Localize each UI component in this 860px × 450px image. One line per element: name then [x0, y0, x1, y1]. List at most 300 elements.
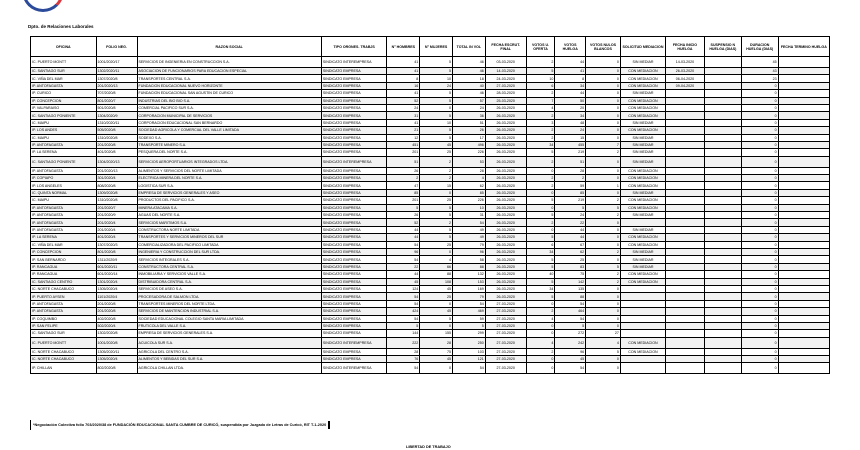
table-cell: FUNDACION EDUCACIONAL SAN AGUSTIN DE CURICO [137, 90, 321, 97]
table-cell: 52 [387, 219, 420, 226]
table-cell: 1310/2020/8 [96, 134, 137, 141]
table-cell: 24 [387, 104, 420, 111]
column-header: FECHA ESCRUT. FINAL [485, 37, 526, 57]
table-cell: 0 [586, 234, 621, 241]
table-cell: 46 [452, 57, 485, 68]
table-cell: 26-03-2020 [485, 141, 526, 148]
table-cell: 201/2020/8 [96, 300, 137, 307]
table-cell [665, 330, 704, 337]
table-cell: 0 [586, 219, 621, 226]
table-cell: CON MEDIACION [620, 97, 665, 104]
table-cell: IC. NORTE CHACABUCO [31, 285, 97, 292]
table-cell: 2 [420, 219, 453, 226]
table-cell: 96 [452, 248, 485, 255]
table-row [31, 263, 830, 270]
table-cell [778, 197, 829, 204]
table-cell: 3 [526, 119, 555, 126]
table-cell [704, 189, 741, 196]
table-cell [665, 337, 704, 348]
table-cell: 46 [452, 68, 485, 75]
table-cell: CON MEDIACION [620, 204, 665, 211]
table-cell [665, 156, 704, 167]
table-cell: COMERCIAL PACIFICO SUR S.A. [137, 104, 321, 111]
table-cell: 15 [555, 134, 586, 141]
table-row [31, 68, 830, 75]
table-cell: 451 [387, 141, 420, 148]
table-cell: 53 [452, 156, 485, 167]
table-cell: 424 [387, 308, 420, 315]
table-cell: CON MEDIACION [620, 112, 665, 119]
table-cell: SIN MEDIAR [620, 141, 665, 148]
table-cell [620, 322, 665, 329]
table-cell: SINDICATO EMPRESA [321, 112, 387, 119]
table-cell: 45 [741, 57, 778, 68]
table-cell: 0 [586, 363, 621, 374]
table-cell [665, 356, 704, 363]
table-cell: 0 [741, 363, 778, 374]
table-cell: 54 [555, 363, 586, 374]
table-cell: SINDICATO EMPRESA [321, 149, 387, 156]
table-cell [704, 119, 741, 126]
table-cell [704, 348, 741, 355]
table-cell: 26-03-2020 [485, 112, 526, 119]
table-cell: 0 [741, 293, 778, 300]
table-cell: 5 [526, 256, 555, 263]
table-cell [778, 308, 829, 315]
table-cell: 0 [741, 278, 778, 285]
table-cell [704, 363, 741, 374]
table-cell: 1305/2020/11 [96, 348, 137, 355]
table-cell: ASOCIACION DE FUNCIONARIOS PARA EDUCACION ESPECIAL [137, 68, 321, 75]
table-row [31, 226, 830, 233]
table-cell: 0 [586, 175, 621, 182]
table-cell: 26-03-2020 [485, 226, 526, 233]
table-cell: 0 [586, 226, 621, 233]
table-cell: 0 [586, 97, 621, 104]
column-header: TOTAL IN VOL [452, 37, 485, 57]
table-cell [778, 68, 829, 75]
table-cell: 1310/2020/11 [96, 119, 137, 126]
table-cell: 0 [526, 167, 555, 174]
table-cell: 201/2020/8 [96, 308, 137, 315]
table-cell: IC. MAIPU [31, 197, 97, 204]
table-row [31, 256, 830, 263]
table-cell: 0 [741, 285, 778, 292]
table-cell: 707/2020/8 [96, 90, 137, 97]
table-cell: 22 [387, 263, 420, 270]
table-cell: 0 [741, 241, 778, 248]
table-cell [704, 127, 741, 134]
table-cell: 0 [741, 263, 778, 270]
table-cell: 0 [586, 134, 621, 141]
table-cell: 27-03-2020 [485, 363, 526, 374]
table-cell: SINDICATO EMPRESA [321, 141, 387, 148]
table-cell: 132 [452, 271, 485, 278]
table-cell [665, 127, 704, 134]
table-cell: SINDICATO EMPRESA [321, 234, 387, 241]
table-cell: 0 [526, 189, 555, 196]
table-cell: 0 [741, 212, 778, 219]
column-header: FOLIO NEG. [96, 37, 137, 57]
table-cell [704, 57, 741, 68]
table-cell: AGUAS DEL NORTE S.A. [137, 212, 321, 219]
table-cell: 34 [526, 285, 555, 292]
table-cell: IP. SAN BERNARDO [31, 256, 97, 263]
table-cell: 26-03-2020 [485, 127, 526, 134]
table-cell: IP. LOS ANDES [31, 127, 97, 134]
table-cell: 24 [452, 104, 485, 111]
table-row [31, 119, 830, 126]
table-cell: PRODUCTOS DEL PACIFICO S.A. [137, 197, 321, 204]
table-cell [778, 75, 829, 82]
table-cell: 10 [420, 119, 453, 126]
table-cell: CON MEDIACION [620, 241, 665, 248]
table-cell: 62 [555, 248, 586, 255]
table-cell: 5 [526, 278, 555, 285]
table-cell: 26-03-2020 [485, 278, 526, 285]
table-cell: 27-03-2020 [485, 82, 526, 89]
table-cell: 0 [741, 256, 778, 263]
table-cell: SINDICATO INTEREMPRESA [321, 156, 387, 167]
table-cell [704, 285, 741, 292]
table-cell: IC. PUERTO MONTT [31, 337, 97, 348]
table-row [31, 149, 830, 156]
table-cell: SINDICATO EMPRESA [321, 300, 387, 307]
table-cell: 28-03-2020 [485, 90, 526, 97]
table-cell: 1001/2020/8 [96, 337, 137, 348]
table-cell: SINDICATO EMPRESA [321, 330, 387, 337]
footnote: *Negociación Colectiva folio 703/2020/38 de FUNDACIÓN EDUCACIONAL SANTA CUMBRE DE CURICÓ, suspendida por Juzgado de Letras de Curicó, RIT T-1-2020 [30, 420, 433, 430]
table-cell: SIN MEDIAR [620, 248, 665, 255]
table-cell: 54 [555, 315, 586, 322]
table-cell: IP. RANCAGUA [31, 271, 97, 278]
table-cell: 28 [420, 337, 453, 348]
table-cell: 2 [586, 149, 621, 156]
table-cell: 96 [555, 348, 586, 355]
table-row [31, 75, 830, 82]
table-row [31, 337, 830, 348]
table-cell: SIN MEDIAR [620, 189, 665, 196]
table-cell: IC. VIÑA DEL MAR [31, 75, 97, 82]
table-cell: 4 [526, 104, 555, 111]
table-cell: 34 [526, 141, 555, 148]
table-cell: 49 [452, 234, 485, 241]
table-cell [778, 234, 829, 241]
table-cell: CON MEDIACION [620, 175, 665, 182]
table-cell: 5 [555, 204, 586, 211]
table-cell: CON MEDIACION [620, 68, 665, 75]
table-cell: 66 [420, 263, 453, 270]
table-cell [665, 234, 704, 241]
table-cell [704, 278, 741, 285]
table-cell [704, 241, 741, 248]
logo [22, 0, 68, 16]
table-cell: 85 [555, 189, 586, 196]
table-cell: PESQUERA DEL NORTE S.A. [137, 149, 321, 156]
table-cell: 0 [741, 175, 778, 182]
table-cell: 54 [387, 363, 420, 374]
table-cell: SINDICATO EMPRESA [321, 348, 387, 355]
table-row [31, 141, 830, 148]
table-cell [620, 363, 665, 374]
table-cell: SIN MEDIAR [620, 134, 665, 141]
column-header: DURACION HUELGA (DIAS) [741, 37, 778, 57]
table-cell: 54 [387, 293, 420, 300]
table-cell: 0 [741, 330, 778, 337]
table-cell: 41 [555, 68, 586, 75]
table-cell: SINDICATO EMPRESA [321, 212, 387, 219]
table-cell: 34 [555, 82, 586, 89]
table-cell [665, 241, 704, 248]
table-cell: 242 [555, 337, 586, 348]
table-row [31, 322, 830, 329]
table-cell: 0 [741, 156, 778, 167]
table-cell: 2 [420, 156, 453, 167]
table-cell [778, 189, 829, 196]
table-cell: 5 [526, 293, 555, 300]
table-cell: 67 [555, 241, 586, 248]
table-cell [704, 112, 741, 119]
table-cell: 14-03-2020 [665, 57, 704, 68]
table-cell: 1305/2020/4 [96, 285, 137, 292]
table-cell [704, 248, 741, 255]
table-cell: 1311/2020/9 [96, 256, 137, 263]
table-cell: 26 [387, 167, 420, 174]
table-cell: 22 [555, 219, 586, 226]
table-cell: 54 [452, 300, 485, 307]
table-cell: 5 [387, 204, 420, 211]
table-cell [620, 315, 665, 322]
table-cell: 27-03-2020 [485, 300, 526, 307]
table-cell [665, 197, 704, 204]
table-cell: 601/2020/14 [96, 271, 137, 278]
table-cell: SINDICATO EMPRESA [321, 285, 387, 292]
table-cell: 2 [420, 175, 453, 182]
table-cell [778, 363, 829, 374]
table-cell [704, 156, 741, 167]
table-cell [778, 119, 829, 126]
table-cell: 0 [741, 167, 778, 174]
table-cell: IC. MAIPU [31, 134, 97, 141]
table-cell: 1101/2020/4 [96, 293, 137, 300]
table-cell: TRANSPORTES MINEROS DEL NORTE LTDA. [137, 300, 321, 307]
table-cell: 5 [420, 57, 453, 68]
table-cell: 1302/2020/8 [96, 330, 137, 337]
table-cell: 201/2020/4 [96, 226, 137, 233]
table-cell: 2 [526, 90, 555, 97]
table-cell: 4 [586, 337, 621, 348]
table-cell: 1307/2020/3 [96, 241, 137, 248]
table-cell: SINDICATO EMPRESA [321, 197, 387, 204]
table-cell: 502/2020/4 [96, 322, 137, 329]
table-cell: 12 [387, 134, 420, 141]
table-cell [665, 189, 704, 196]
table-cell: 1304/2020/9 [96, 112, 137, 119]
table-cell: 26-03-2020 [485, 212, 526, 219]
table-cell: DISTRIBUIDORA CENTRAL S.A. [137, 278, 321, 285]
table-cell: 5 [586, 263, 621, 270]
column-header: FECHA TERMINO HUELGA [778, 37, 829, 57]
table-cell: 27 [586, 330, 621, 337]
table-cell [665, 112, 704, 119]
table-cell: 0 [741, 189, 778, 196]
table-cell: SIN MEDIAR [620, 263, 665, 270]
table-cell: 26-03-2020 [485, 248, 526, 255]
table-cell: 44 [387, 226, 420, 233]
table-row [31, 167, 830, 174]
table-cell: 26-03-2020 [485, 219, 526, 226]
table-row [31, 90, 830, 97]
table-cell [778, 156, 829, 167]
table-cell: 7 [526, 97, 555, 104]
table-cell: CON MEDIACION [620, 234, 665, 241]
table-cell: 0 [741, 248, 778, 255]
table-cell: 44 [387, 234, 420, 241]
table-cell: 1305/2020/4 [96, 356, 137, 363]
table-cell: 142 [555, 278, 586, 285]
table-cell: 26-03-2020 [665, 68, 704, 75]
table-cell: 25 [420, 197, 453, 204]
table-cell: 2 [387, 175, 420, 182]
table-cell: IC. QUINTA NORMAL [31, 189, 97, 196]
table-cell: 2 [526, 182, 555, 189]
table-cell: SIN MEDIAR [620, 212, 665, 219]
table-cell: 8 [387, 75, 420, 82]
table-cell: SINDICATO EMPRESA [321, 293, 387, 300]
table-cell: SERVICIOS AEROPORTUARIOS INTEGRADOS LTDA. [137, 156, 321, 167]
table-cell [704, 263, 741, 270]
table-cell: 54 [387, 300, 420, 307]
table-cell [665, 97, 704, 104]
table-cell: 0 [586, 127, 621, 134]
table-cell: SINDICATO EMPRESA [321, 241, 387, 248]
table-cell: IP. ANTOFAGASTA [31, 167, 97, 174]
table-cell: 5 [555, 322, 586, 329]
table-cell: 45 [420, 141, 453, 148]
table-cell [778, 141, 829, 148]
table-cell: 28 [452, 167, 485, 174]
table-row [31, 82, 830, 89]
table-cell: SINDICATO EMPRESA [321, 90, 387, 97]
table-cell: 2 [586, 197, 621, 204]
table-cell: SINDICATO INTEREMPRESA [321, 337, 387, 348]
logo-ring-icon [22, 0, 64, 12]
table-cell: 44 [555, 226, 586, 233]
table-cell: SINDICATO EMPRESA [321, 127, 387, 134]
table-cell: 25 [555, 256, 586, 263]
table-cell [704, 315, 741, 322]
table-cell: 402/2020/8 [96, 315, 137, 322]
table-cell: 26-03-2020 [485, 263, 526, 270]
table-cell: IC. SANTIAGO SUR [31, 68, 97, 75]
table-cell: 83 [555, 263, 586, 270]
table-cell: 0 [741, 82, 778, 89]
table-cell: 5 [586, 204, 621, 211]
table-cell: LOGISTICA SUR S.A. [137, 182, 321, 189]
table-cell: SINDICATO EMPRESA [321, 134, 387, 141]
table-cell: SINDICATO EMPRESA [321, 322, 387, 329]
table-cell: 4 [420, 256, 453, 263]
table-cell: 155 [420, 330, 453, 337]
table-cell [665, 149, 704, 156]
table-cell [778, 315, 829, 322]
table-cell: 26-03-2020 [485, 256, 526, 263]
table-cell: 76 [387, 356, 420, 363]
table-row [31, 219, 830, 226]
table-cell: 501/2020/8 [96, 104, 137, 111]
table-cell [704, 271, 741, 278]
table-cell: 201/2020/13 [96, 167, 137, 174]
table-cell [778, 285, 829, 292]
table-cell: IP. COPIAPO [31, 175, 97, 182]
table-cell: 0 [586, 300, 621, 307]
table-cell: 250 [452, 337, 485, 348]
table-cell [704, 337, 741, 348]
table-cell: 10 [420, 75, 453, 82]
table-cell: 20 [555, 104, 586, 111]
table-cell [778, 241, 829, 248]
table-cell: INGENIERIA Y CONSTRUCCION DEL SUR LTDA. [137, 248, 321, 255]
table-cell [665, 134, 704, 141]
table-row [31, 271, 830, 278]
column-header: FECHA INICIO HUELGA [665, 37, 704, 57]
table-cell: SOCIEDAD EDUCACIONAL COLEGIO SANTA MARIA LIMITADA [137, 315, 321, 322]
table-cell [778, 226, 829, 233]
table-cell: 5 [526, 68, 555, 75]
table-cell: ACUICOLA SUR S.A. [137, 337, 321, 348]
column-header: OFICINA [31, 37, 97, 57]
table-cell [704, 149, 741, 156]
table-cell: 0 [526, 300, 555, 307]
table-cell: 49 [452, 226, 485, 233]
table-row [31, 363, 830, 374]
table-cell: 0 [741, 315, 778, 322]
table-cell [665, 300, 704, 307]
table-cell: 201/2020/13 [96, 82, 137, 89]
table-cell: 4 [526, 315, 555, 322]
table-cell: IC. VIÑA DEL MAR [31, 241, 97, 248]
table-cell: 2 [526, 348, 555, 355]
table-row [31, 285, 830, 292]
table-cell: 4 [526, 337, 555, 348]
table-cell [778, 248, 829, 255]
table-cell: 5 [526, 234, 555, 241]
table-cell: IC. SANTIAGO CENTRO [31, 278, 97, 285]
table-cell [665, 322, 704, 329]
table-cell: 0 [741, 104, 778, 111]
table-cell: 201 [387, 149, 420, 156]
table-cell [704, 68, 741, 75]
table-row [31, 197, 830, 204]
table-cell: IC. NORTE CHACABUCO [31, 356, 97, 363]
table-cell [620, 356, 665, 363]
table-cell: 96 [387, 248, 420, 255]
table-cell: IP. LA SERENA [31, 234, 97, 241]
table-cell: 0 [586, 285, 621, 292]
table-cell: 54 [452, 363, 485, 374]
table-cell: 26-03-2020 [485, 285, 526, 292]
table-cell [665, 90, 704, 97]
table-cell: 219 [555, 197, 586, 204]
table-cell [778, 82, 829, 89]
table-cell: 0 [741, 204, 778, 211]
table-cell [704, 82, 741, 89]
table-cell: SINDICATO EMPRESA [321, 308, 387, 315]
table-cell: 52 [387, 97, 420, 104]
table-row [31, 156, 830, 167]
table-cell: IP. ANTOFAGASTA [31, 226, 97, 233]
table-cell: SINDICATO EMPRESA [321, 356, 387, 363]
